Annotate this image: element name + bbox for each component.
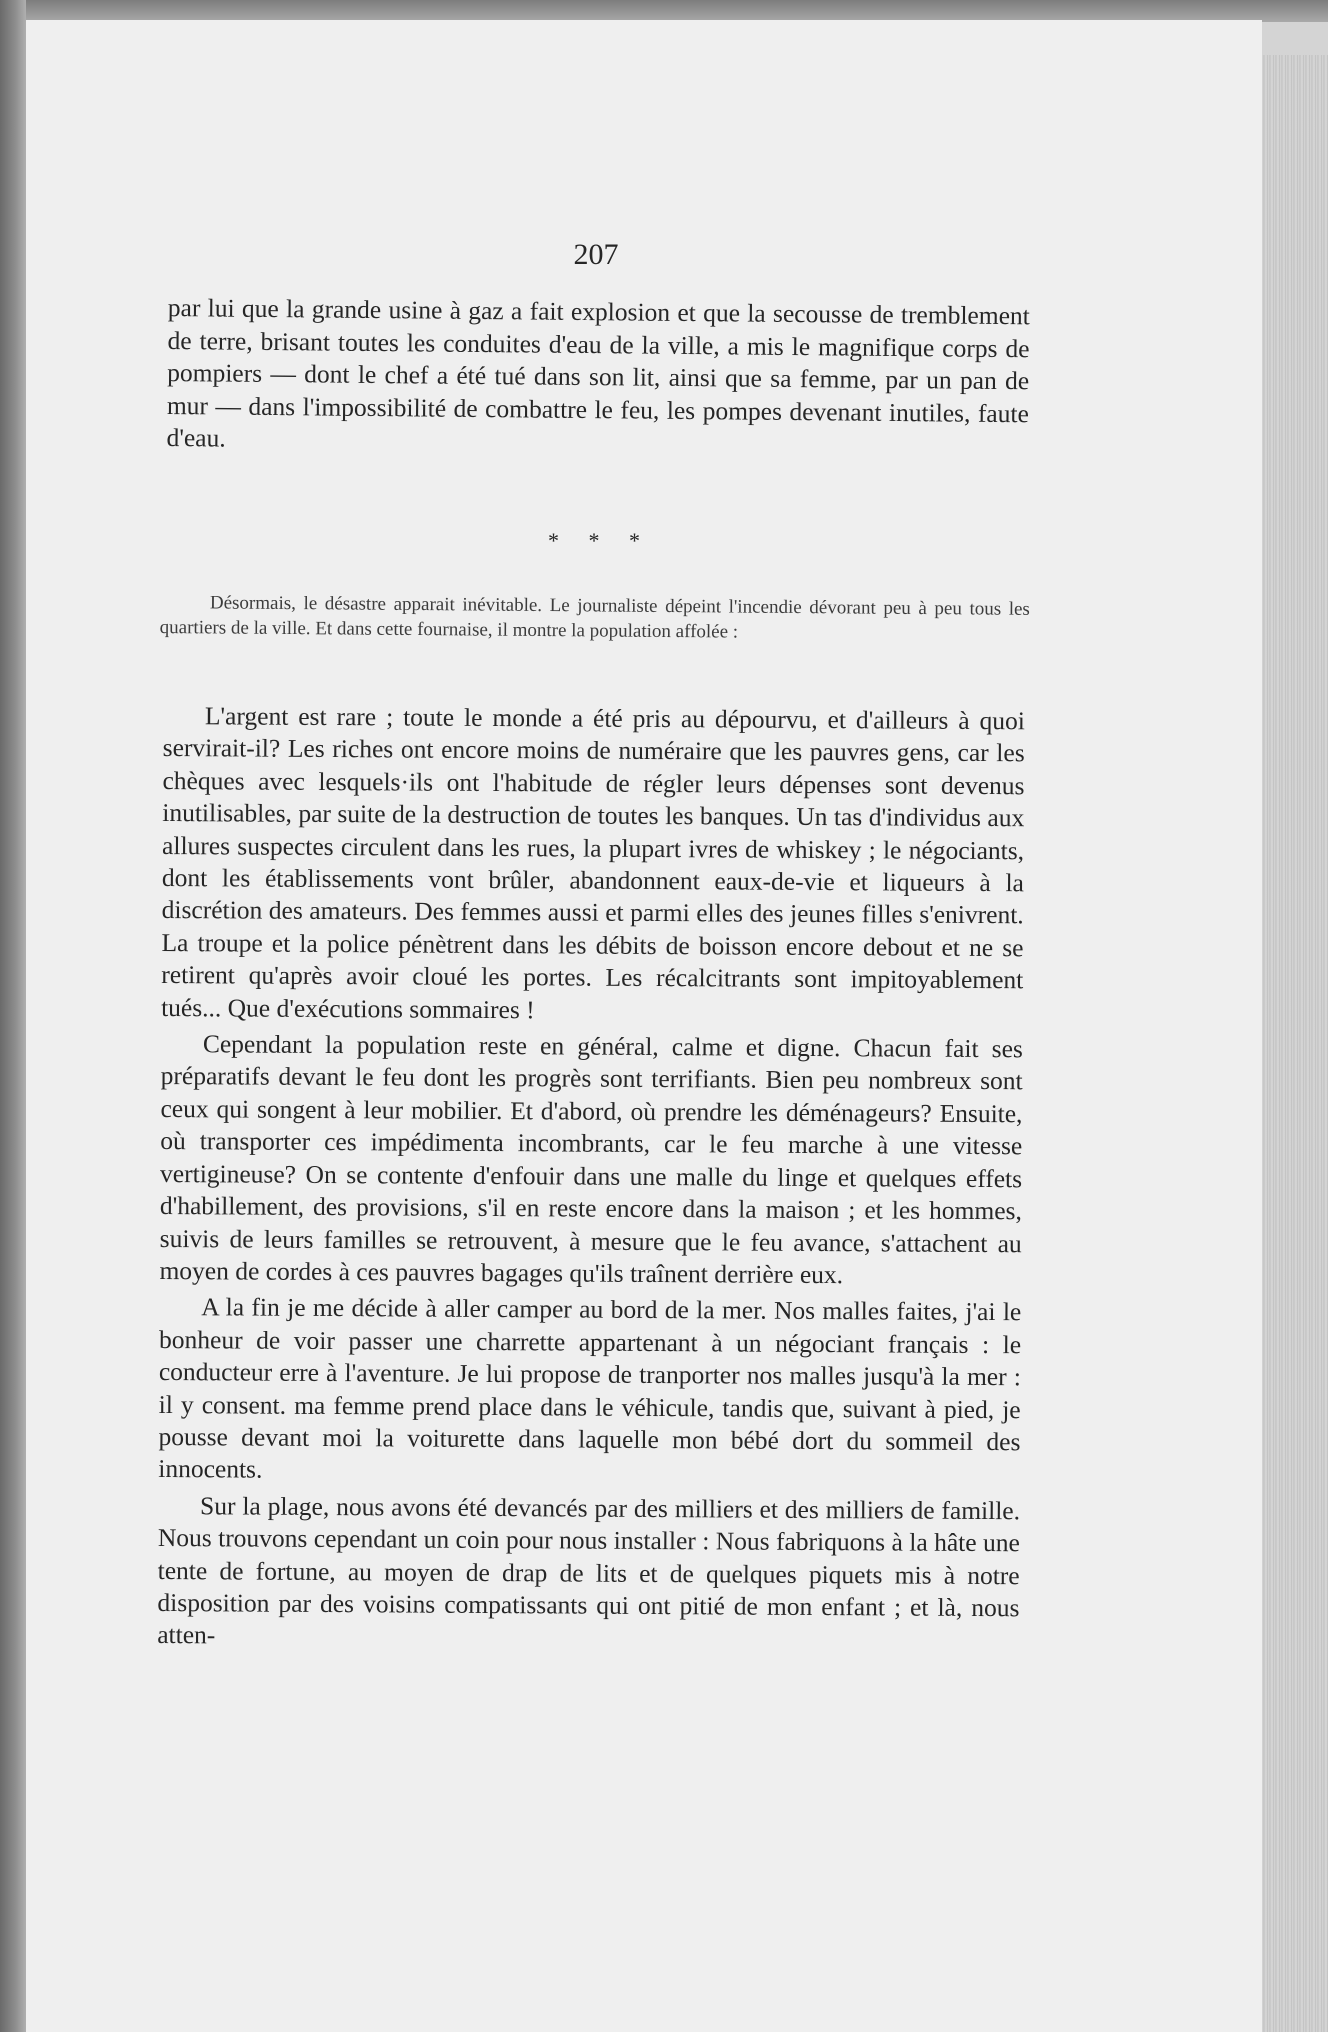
- body-text: [157, 700, 1025, 1657]
- paragraph: Cependant la population reste en général, calme et digne. Chacun fait ses préparatifs devant le feu dont les progrès sont terrifiants. Bien peu nombreux sont ceux qui songent à leur mobilier. Et d'abord, où prendre les déménageurs? Ensuite, où transporter ces impédimenta incombrants, car le feu marche à une vitesse vertigineuse? On se contente d'enfouir dans une malle du linge et quelques effets d'habillement, des provisions, s'il en reste encore dans la maison ; et les hommes, suivis de leurs familles se retrouvent, à mesure que le feu avance, s'attachent au moyen de cordes à ces pauvres bagages qu'ils traînent derrière eux.: [159, 1029, 1023, 1290]
- paragraph: L'argent est rare ; toute le monde a été pris au dépourvu, et d'ailleurs à quoi servirait-il? Les riches ont encore moins de numéraire que les pauvres gens, car les chèques avec lesquels·ils ont l'habitude de régler leurs dépenses sont devenus inutilisables, par suite de la destruction de toutes les banques. Un tas d'individus aux allures suspectes circulent dans les rues, la plupart ivres de whiskey ; le négociants, dont les établissements vont brûler, abandonnent eaux-de-vie et liqueurs à la discrétion des amateurs. Des femmes aussi et parmi elles des jeunes filles s'enivrent. La troupe et la police pénètrent dans les débits de boisson encore debout et ne se retirent qu'après avoir cloué les portes. Les récalcitrants sont impitoyablement tués... Que d'exécutions sommaires !: [161, 701, 1025, 1024]
- editorial-note: Désormais, le désastre apparait inévitable. Le journaliste dépeint l'incendie dévorant peu à peu tous les quartiers de la ville. Et dans cette fournaise, il montre la population affolée :: [159, 592, 1030, 643]
- top-margin-edge: [0, 0, 1328, 22]
- section-break-asterisks: * * *: [548, 528, 652, 553]
- stacked-page-edges: [1262, 55, 1328, 2032]
- binding-edge: [0, 0, 26, 2032]
- paragraph: Sur la plage, nous avons été devancés par des milliers et des milliers de famille. Nous trouvons cependant un coin pour nous installer : Nous fabriquons à la hâte une tente de fortune, au moyen de drap de lits et de quelques piquets mis à notre disposition par des voisins compatissants qui ont pitié de mon enfant ; et là, nous atten-: [157, 1490, 1021, 1650]
- page-number: 207: [573, 238, 619, 271]
- paragraph: A la fin je me décide à aller camper au bord de la mer. Nos malles faites, j'ai le bonheur de voir passer une charrette appartenant à un négociant français : le conducteur erre à l'aventure. Je lui propose de tranporter nos malles jusqu'à la mer : il y consent. ma femme prend place dans le véhicule, tandis que, suivant à pied, je pousse devant moi la voiturette dans laquelle mon bébé dort du sommeil des innocents.: [158, 1292, 1022, 1484]
- continued-passage: par lui que la grande usine à gaz a fait explosion et que la secousse de tremblement de terre, brisant toutes les conduites d'eau de la ville, a mis le magnifique corps de pompiers — dont le chef a été tué dans son lit, ainsi que sa femme, par un pan de mur — dans l'impossibilité de combattre le feu, les pompes devenant inutiles, faute d'eau.: [166, 292, 1030, 453]
